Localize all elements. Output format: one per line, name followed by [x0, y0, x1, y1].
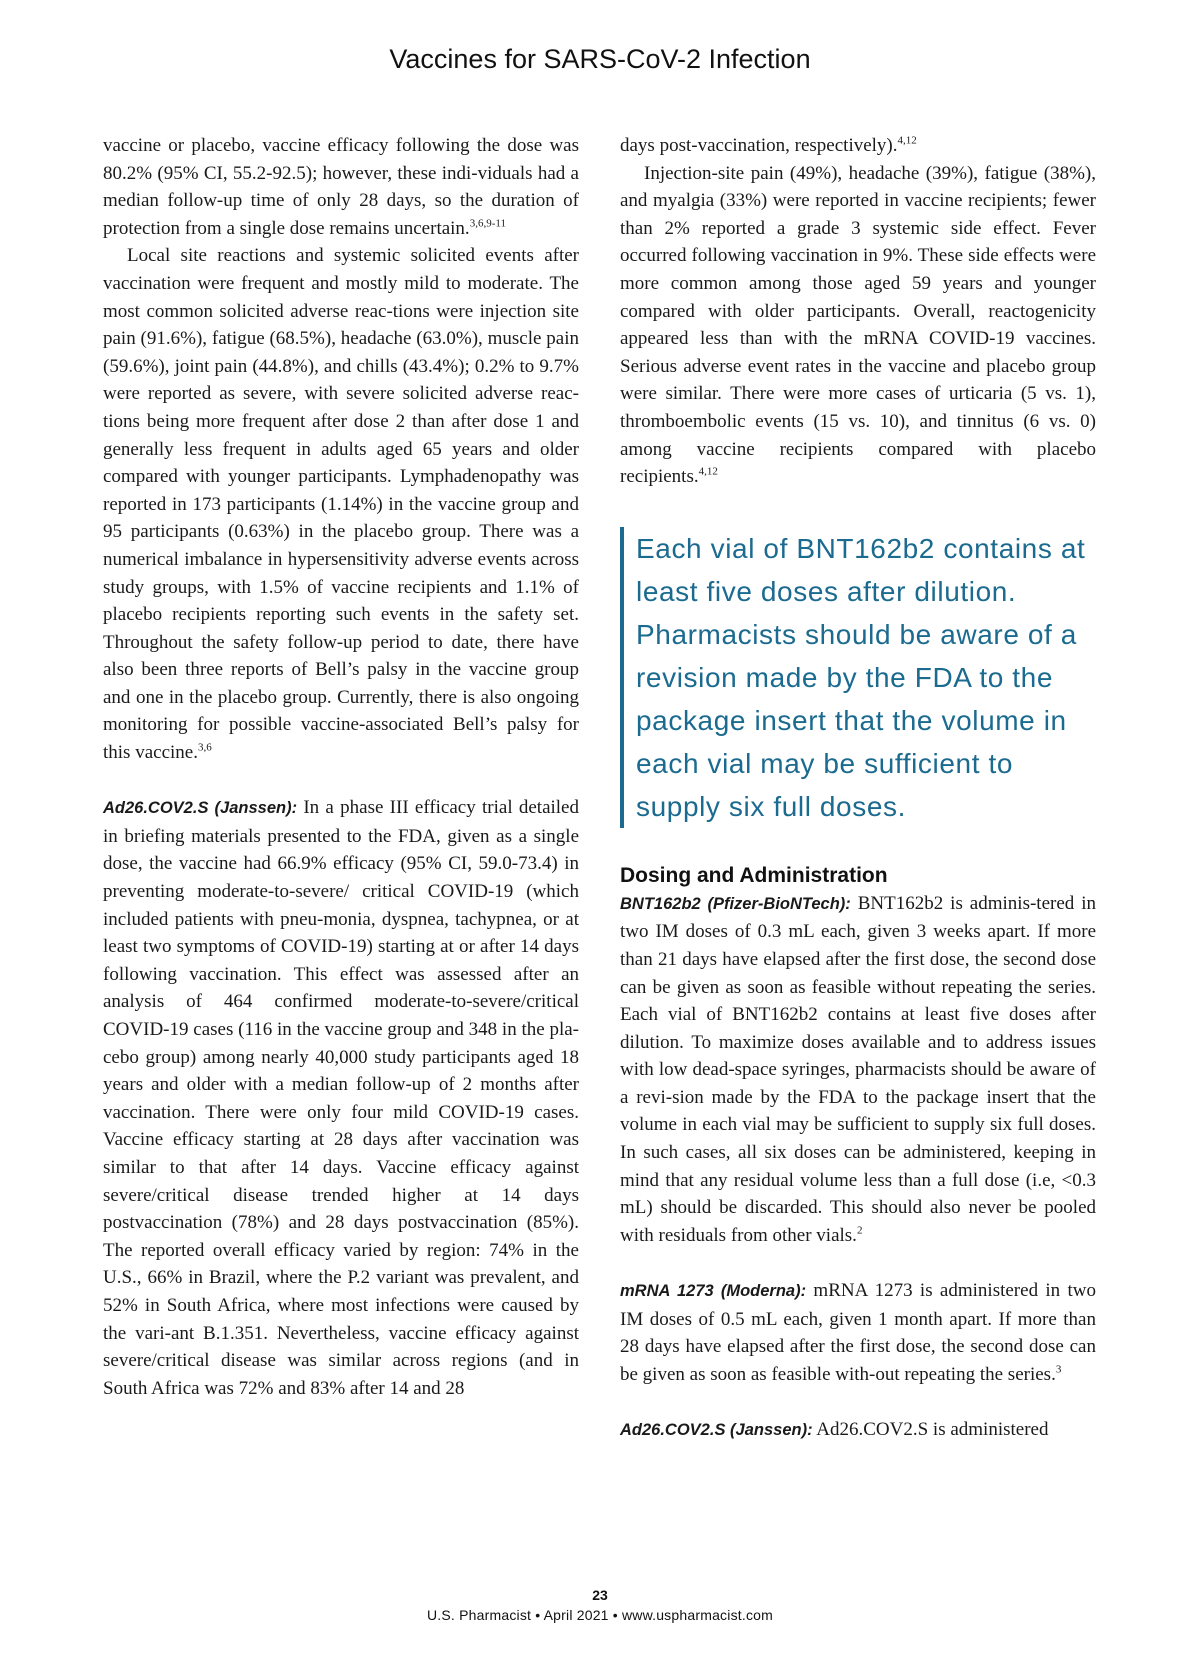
left-column	[103, 132, 579, 1402]
paragraph-text: vaccine or placebo, vaccine efficacy following the dose was 80.2% (95% CI, 55.2-92.5); however, these indi-viduals had a median follow-up time of only 28 days, so the duration of protection from a single dose remains uncertain.	[103, 135, 579, 239]
reference-superscript: 3	[1055, 1363, 1062, 1376]
paragraph-text: mRNA 1273 is administered in two IM doses of 0.5 mL each, given 1 month apart. If more than 28 days have elapsed after the first dose, the second dose can be given as soon as feasible with-out repeating the series.	[620, 1280, 1097, 1385]
page-footer	[0, 1586, 1200, 1626]
paragraph-text: BNT162b2 is adminis-tered in two IM doses of 0.3 mL each, given 3 weeks apart. If more than 21 days have elapsed after the first dose, the second dose can be given as soon as feasible without repeating the series. Each vial of BNT162b2 contains at least five doses after dilution. To maximize doses available and to address issues with low dead-space syringes, pharmacists should be aware of a revi-sion made by the FDA to the package insert that the volume in each vial may be sufficient to supply six full doses. In such cases, all six doses can be administered, keeping in mind that any residual volume less than a full dose (i.e, <0.3 mL) should be discarded. This should also never be pooled with residuals from other vials.	[620, 892, 1096, 1246]
paragraph	[620, 1277, 1096, 1388]
paragraph	[103, 794, 579, 1402]
paragraph	[620, 890, 1096, 1250]
paragraph-text: Local site reactions and systemic solicited events after vaccination were frequent and mostly mild to moderate. The most common solicited adverse reac-tions were injection site pain (91.6%), fatigue (68.5%), headache (63.0%), muscle pain (59.6%), joint pain (44.8%), and chills (43.4%); 0.2% to 9.7% were reported as severe, with severe solicited adverse reac-tions being more frequent after dose 2 than after dose 1 and generally less frequent in adults aged 65 years and older compared with younger participants. Lymphadenopathy was reported in 173 participants (1.14%) in the vaccine group and 95 participants (0.63%) in the placebo group. There was a numerical imbalance in hypersensitivity adverse events across study groups, with 1.5% of vaccine recipients and 1.1% of placebo recipients reporting such events in the safety set. Throughout the safety follow-up period to date, there have also been three reports of Bell’s palsy in the vaccine group and one in the placebo group. Currently, there is also ongoing monitoring for possible vaccine-associated Bell’s palsy for this vaccine.	[103, 245, 579, 764]
paragraph-text: Ad26.COV2.S is administered	[812, 1419, 1049, 1440]
publication-line: U.S. Pharmacist • April 2021 • www.uspharmacist.com	[426, 1607, 773, 1623]
reference-superscript: 3,6	[197, 741, 212, 754]
reference-superscript: 4,12	[897, 134, 917, 147]
paragraph	[620, 160, 1096, 491]
section-heading: Dosing and Administration	[620, 863, 888, 887]
reference-superscript: 2	[856, 1224, 863, 1237]
paragraph-text: In a phase III efficacy trial detailed in briefing materials presented to the FDA, given as a single dose, the vaccine had 66.9% efficacy (95% CI, 59.0-73.4) in preventing moderate-to-severe/ critical COVID-19 (which included patients with pneu-monia, dyspnea, tachypnea, or at least two symptoms of COVID-19) starting at or after 14 days following vaccination. This effect was assessed after an analysis of 464 confirmed moderate-to-severe/critical COVID-19 cases (116 in the vaccine group and 348 in the pla-cebo group) among nearly 40,000 study participants aged 18 years and older with a median follow-up of 2 months after vaccination. There were only four mild COVID-19 cases. Vaccine efficacy starting at 28 days after vaccination was similar to that after 14 days. Vaccine efficacy against severe/critical disease trended higher at 14 days postvaccination (78%) and 28 days postvaccination (85%). The reported overall efficacy varied by region: 74% in the U.S., 66% in Brazil, where the P.2 variant was prevalent, and 52% in South Africa, where most infections were caused by the vari-ant B.1.351. Nevertheless, vaccine efficacy against severe/critical disease was similar across regions (and in South Africa was 72% and 83% after 14 and 28	[103, 797, 579, 1399]
run-in-heading: BNT162b2 (Pfizer-BioNTech):	[620, 894, 851, 913]
page-number: 23	[592, 1587, 608, 1603]
run-in-heading: mRNA 1273 (Moderna):	[620, 1282, 807, 1301]
paragraph-text: Injection-site pain (49%), headache (39%), fatigue (38%), and myalgia (33%) were reported in vaccine recipients; fewer than 2% reported a grade 3 systemic side effect. Fever occurred following vaccination in 9%. These side effects were more common among those aged 59 years and younger compared with older participants. Overall, reactogenicity appeared less than with the mRNA COVID-19 vaccines. Serious adverse event rates in the vaccine and placebo group were similar. There were more cases of urticaria (5 vs. 1), thromboembolic events (15 vs. 10), and tinnitus (6 vs. 0) among vaccine recipients compared with placebo recipients.	[620, 162, 1096, 488]
paragraph	[620, 132, 1096, 160]
paragraph	[103, 132, 579, 242]
right-column	[620, 132, 1096, 1445]
run-in-heading: Ad26.COV2.S (Janssen):	[103, 799, 298, 818]
running-title: Vaccines for SARS-CoV-2 Infection	[389, 44, 811, 74]
paragraph-text: days post-vaccination, respectively).	[620, 135, 898, 156]
paragraph	[103, 242, 579, 766]
reference-superscript: 4,12	[698, 465, 718, 478]
run-in-heading: Ad26.COV2.S (Janssen):	[620, 1421, 813, 1439]
reference-superscript: 3,6,9-11	[469, 217, 506, 230]
pull-quote: Each vial of BNT162b2 contains at least five doses after dilution. Pharmacists should be aware of a revision made by the FDA to the package insert that the volume in each vial may be sufficient to supply six full doses.	[620, 527, 1096, 828]
paragraph	[620, 1416, 1096, 1445]
